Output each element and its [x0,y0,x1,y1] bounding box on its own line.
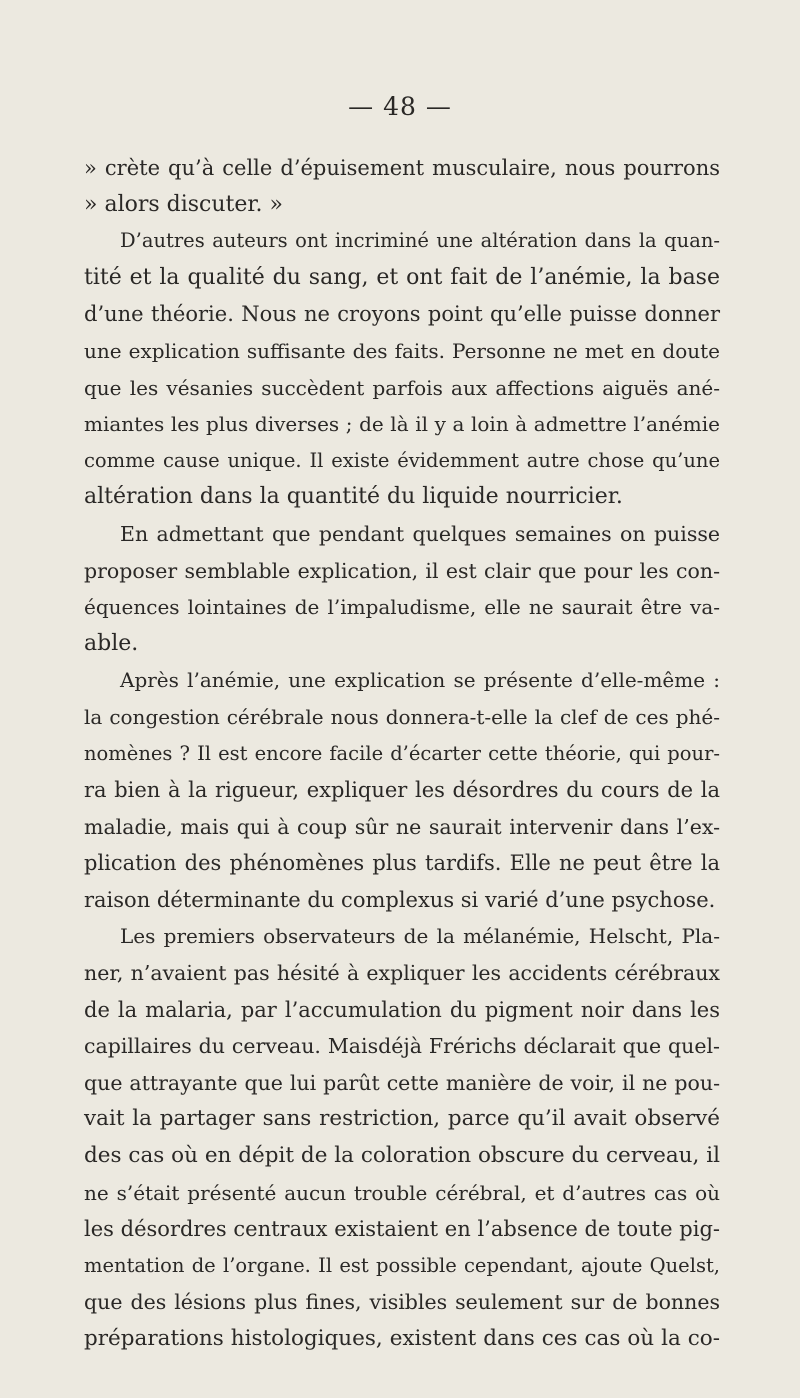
text-line: altération dans la quantité du liquide nourricier. [84,484,623,510]
text-line: plication des phénomènes plus tardifs. Elle ne peut être la [84,851,720,876]
text-line: une explication suffisante des faits. Personne ne met en doute [84,338,720,363]
text-line: la congestion cérébrale nous donnera-t-elle la clef de ces phé- [84,704,720,729]
text-line: ner, n’avaient pas hésité à expliquer les accidents cérébraux [84,961,720,986]
text-line: raison déterminante du complexus si varié d’une psychose. [84,887,716,912]
text-line: capillaires du cerveau. Maisdéjà Frérichs déclarait que quel- [84,1034,720,1059]
text-line: able. [84,630,139,656]
text-line: miantes les plus diverses ; de là il y a loin à admettre l’anémie [84,412,720,437]
text-line: mentation de l’organe. Il est possible cependant, ajoute Quelst, [84,1253,720,1277]
text-line: proposer semblable explication, il est clair que pour les con- [84,558,720,583]
text-line: » crète qu’à celle d’épuisement musculaire, nous pourrons [84,156,720,180]
page-number: — 48 — [348,92,452,121]
text-line: Les premiers observateurs de la mélanémie, Helscht, Pla- [120,924,720,949]
text-line: tité et la qualité du sang, et ont fait de l’anémie, la base [84,264,720,290]
text-line: nomènes ? Il est encore facile d’écarter cette théorie, qui pour- [84,741,720,765]
text-line: d’une théorie. Nous ne croyons point qu’elle puisse donner [84,302,720,327]
text-line: que des lésions plus fines, visibles seulement sur de bonnes [84,1290,720,1315]
text-line: les désordres centraux existaient en l’absence de toute pig- [84,1217,720,1242]
body-text [84,150,720,1358]
text-line: En admettant que pendant quelques semaines on puisse [120,521,720,546]
text-line: » alors discuter. » [84,191,283,217]
text-line: D’autres auteurs ont incriminé une altération dans la quan- [120,229,720,253]
text-line: maladie, mais qui à coup sûr ne saurait intervenir dans l’ex- [84,814,720,839]
text-line: vait la partager sans restriction, parce qu’il avait observé [84,1106,720,1132]
text-line: que attrayante que lui parût cette manière de voir, il ne pou- [84,1070,720,1095]
text-line: des cas où en dépit de la coloration obscure du cerveau, il [84,1143,720,1169]
text-line: que les vésanies succèdent parfois aux affections aiguës ané- [84,375,720,400]
text-line: préparations histologiques, existent dans ces cas où la co- [84,1326,720,1351]
text-line: ne s’était présenté aucun trouble cérébral, et d’autres cas où [84,1180,720,1205]
text-line: comme cause unique. Il existe évidemment autre chose qu’une [84,448,720,472]
text-line: équences lointaines de l’impaludisme, elle ne saurait être va- [84,595,720,620]
text-line: Après l’anémie, une explication se présente d’elle-même : [120,668,720,693]
text-line: ra bien à la rigueur, expliquer les désordres du cours de la [84,778,720,803]
text-line: de la malaria, par l’accumulation du pigment noir dans les [84,997,720,1022]
